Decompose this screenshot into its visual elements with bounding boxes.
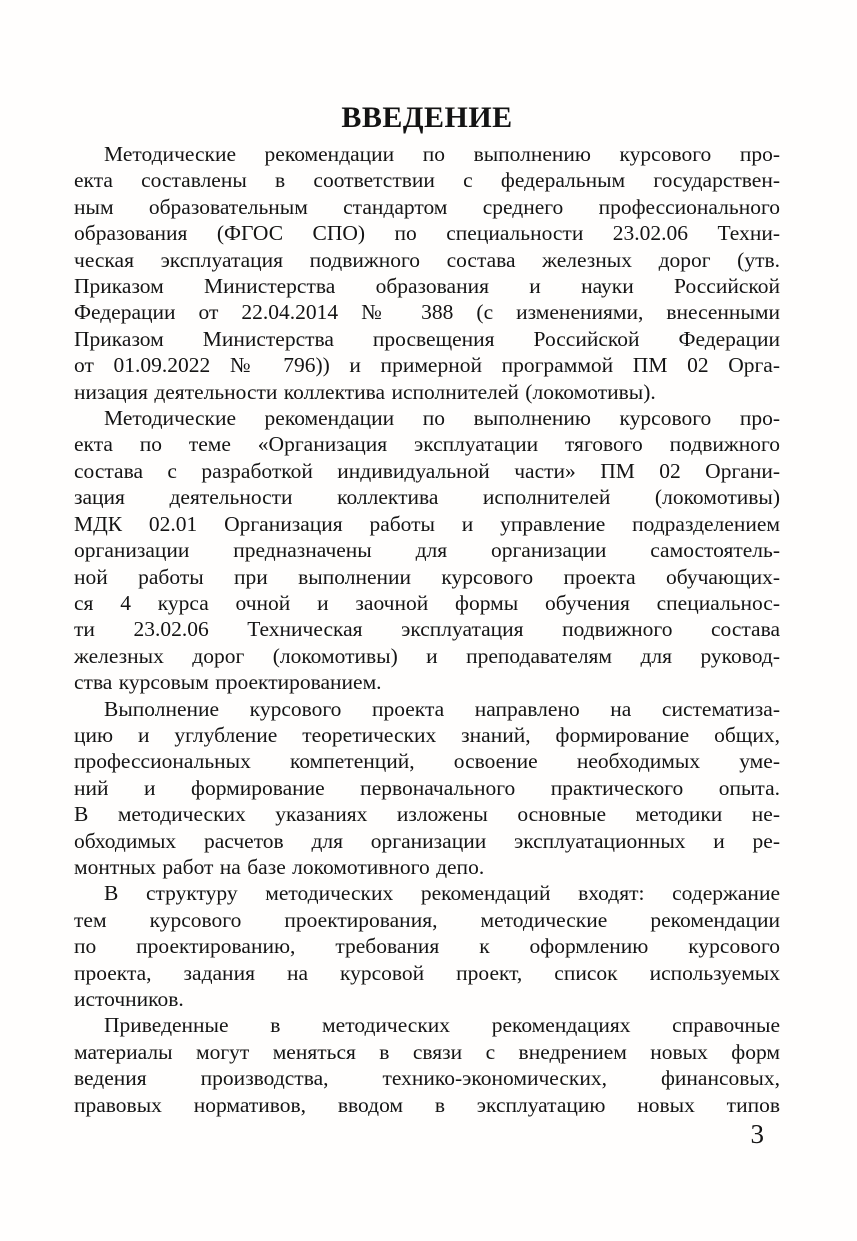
text-line: профессиональных компетенций, освоение необходимых уме- bbox=[74, 749, 780, 774]
text-line: Приведенные в методических рекомендациях справочные bbox=[104, 1013, 780, 1038]
text-line: ческая эксплуатация подвижного состава железных дорог (утв. bbox=[74, 247, 780, 272]
text-line: состава с разработкой индивидуальной части» ПМ 02 Органи- bbox=[74, 458, 780, 483]
text-line: ства курсовым проектированием. bbox=[74, 670, 382, 695]
text-line: тем курсового проектирования, методические рекомендации bbox=[74, 907, 780, 932]
text-line: проекта, задания на курсовой проект, список используемых bbox=[74, 960, 780, 985]
page-content bbox=[74, 99, 780, 1118]
text-line: Методические рекомендации по выполнению курсового про- bbox=[104, 406, 780, 431]
text-line: материалы могут меняться в связи с внедрением новых форм bbox=[74, 1039, 780, 1064]
text-line: Федерации от 22.04.2014 № 388 (с изменениями, внесенными bbox=[74, 300, 780, 325]
text-line: Приказом Министерства просвещения Российской Федерации bbox=[74, 326, 780, 351]
text-line: екта по теме «Организация эксплуатации тягового подвижного bbox=[74, 432, 780, 457]
text-line: МДК 02.01 Организация работы и управление подразделением bbox=[74, 511, 780, 536]
text-line: монтных работ на базе локомотивного депо. bbox=[74, 854, 485, 879]
text-line: по проектированию, требования к оформлению курсового bbox=[74, 934, 780, 959]
page-number: 3 bbox=[750, 1119, 764, 1149]
text-line: образования (ФГОС СПО) по специальности 23.02.06 Техни- bbox=[74, 221, 780, 246]
text-line: Приказом Министерства образования и науки Российской bbox=[74, 274, 780, 299]
text-line: В методических указаниях изложены основные методики не- bbox=[74, 802, 780, 827]
text-line: Выполнение курсового проекта направлено на систематиза- bbox=[104, 696, 780, 721]
text-line: ведения производства, технико-экономических, финансовых, bbox=[74, 1066, 780, 1091]
text-line: Методические рекомендации по выполнению курсового про- bbox=[104, 142, 780, 166]
text-line: от 01.09.2022 № 796)) и примерной программой ПМ 02 Орга- bbox=[74, 353, 780, 378]
text-line: ной работы при выполнении курсового проекта обучающих- bbox=[74, 564, 780, 589]
text-line: источников. bbox=[74, 987, 184, 1011]
text-line: зация деятельности коллектива исполнителей (локомотивы) bbox=[74, 485, 780, 510]
text-line: обходимых расчетов для организации эксплуатационных и ре- bbox=[74, 828, 780, 853]
text-line: правовых нормативов, вводом в эксплуатацию новых типов bbox=[74, 1092, 780, 1117]
text-line: организации предназначены для организации самостоятель- bbox=[74, 538, 780, 563]
text-line: ний и формирование первоначального практического опыта. bbox=[74, 775, 780, 800]
text-line: В структуру методических рекомендаций входят: содержание bbox=[104, 881, 780, 906]
text-line: низация деятельности коллектива исполнителей (локомотивы). bbox=[74, 379, 656, 404]
text-line: ти 23.02.06 Техническая эксплуатация подвижного состава bbox=[74, 617, 780, 642]
text-line: железных дорог (локомотивы) и преподавателям для руковод- bbox=[74, 643, 780, 668]
text-line: екта составлены в соответствии с федеральным государствен- bbox=[74, 168, 780, 193]
body-text bbox=[74, 141, 780, 1118]
text-line: ся 4 курса очной и заочной формы обучения специальнос- bbox=[74, 590, 780, 615]
text-line: цию и углубление теоретических знаний, формирование общих, bbox=[74, 722, 780, 747]
text-line: ным образовательным стандартом среднего профессионального bbox=[74, 194, 780, 219]
section-title: ВВЕДЕНИЕ bbox=[341, 101, 513, 134]
